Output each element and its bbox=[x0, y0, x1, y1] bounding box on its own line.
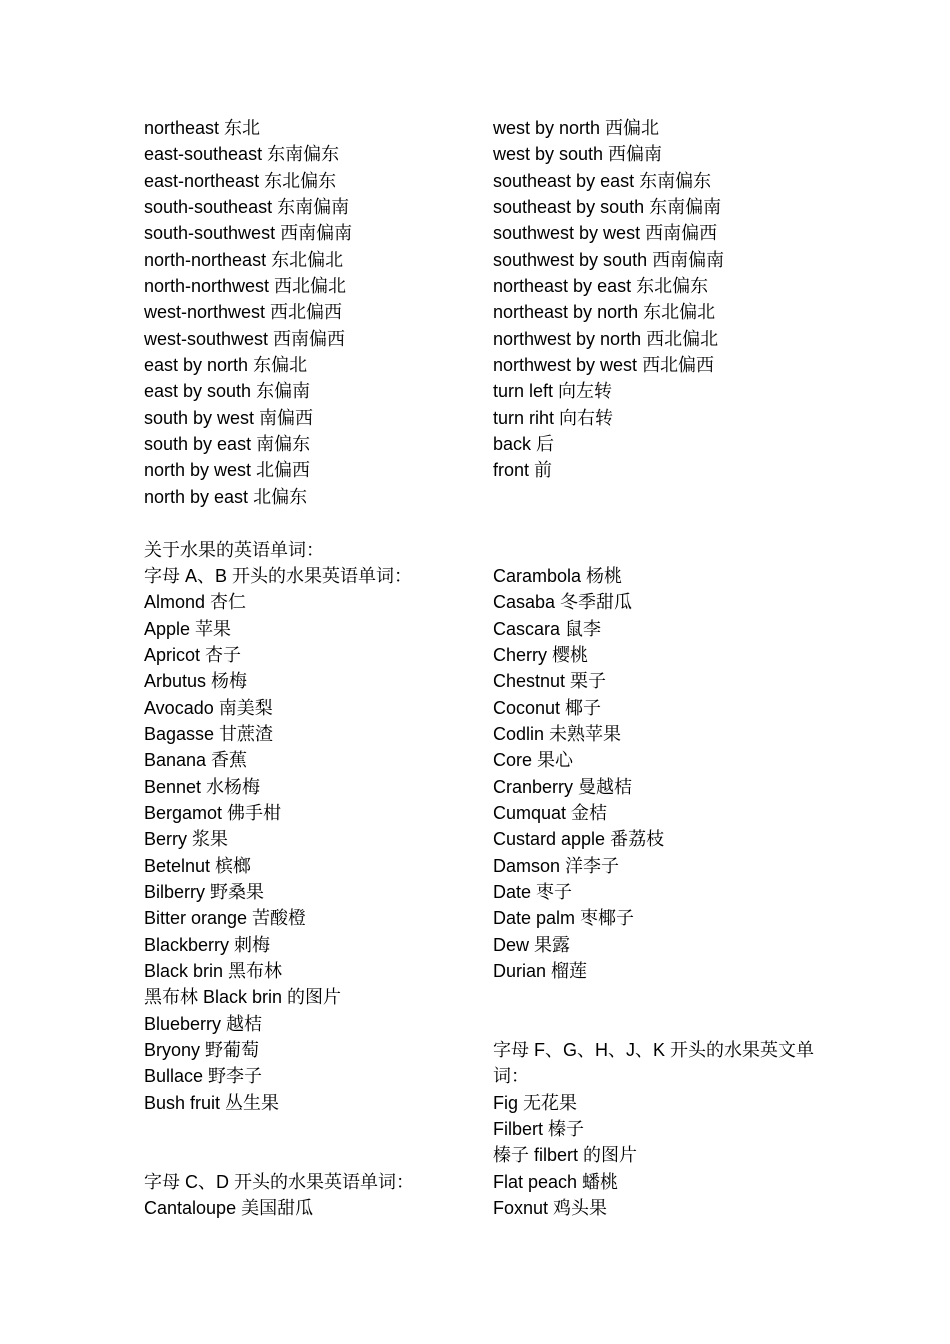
text-line: east-northeast 东北偏东 bbox=[144, 170, 337, 191]
text-line: Cumquat 金桔 bbox=[493, 802, 608, 823]
text-line: north-northeast 东北偏北 bbox=[144, 249, 344, 270]
text-line: west by north 西偏北 bbox=[493, 118, 660, 138]
text-line: 字母 C、D 开头的水果英语单词： bbox=[144, 1171, 414, 1192]
text-line: 黑布林 Black brin 的图片 bbox=[144, 987, 342, 1008]
text-line: Bitter orange 苦酸橙 bbox=[144, 908, 307, 929]
text-line: Coconut 椰子 bbox=[493, 697, 602, 718]
text-line: northeast by north 东北偏北 bbox=[493, 302, 716, 323]
text-line: southwest by south 西南偏南 bbox=[493, 249, 725, 270]
text-line: north-northwest 西北偏北 bbox=[144, 276, 347, 297]
text-line: north by east 北偏东 bbox=[144, 486, 308, 507]
text-line: Flat peach 蟠桃 bbox=[493, 1171, 619, 1192]
text-line: turn riht 向右转 bbox=[493, 407, 614, 428]
text-line: Date palm 枣椰子 bbox=[493, 908, 635, 929]
text-line: Dew 果露 bbox=[493, 934, 571, 955]
blank-line bbox=[144, 1116, 474, 1142]
text-line: Bullace 野李子 bbox=[144, 1066, 263, 1087]
text-line: south-southeast 东南偏南 bbox=[144, 197, 350, 218]
text-line: Durian 榴莲 bbox=[493, 961, 588, 981]
text-line: Foxnut 鸡头果 bbox=[493, 1198, 608, 1219]
text-line: Casaba 冬季甜瓜 bbox=[493, 592, 633, 613]
text-line: south by west 南偏西 bbox=[144, 407, 314, 428]
text-line: northwest by west 西北偏西 bbox=[493, 355, 715, 376]
text-line: Apple 苹果 bbox=[144, 618, 232, 639]
blank-line bbox=[493, 537, 833, 563]
text-line: Bush fruit 丛生果 bbox=[144, 1092, 280, 1113]
text-line: Chestnut 栗子 bbox=[493, 671, 607, 692]
text-line: 关于水果的英语单词： bbox=[144, 539, 324, 560]
blank-line bbox=[144, 1142, 474, 1168]
text-line: Fig 无花果 bbox=[493, 1092, 578, 1113]
blank-line bbox=[144, 510, 474, 536]
text-line: front 前 bbox=[493, 460, 553, 481]
text-line: Arbutus 杨梅 bbox=[144, 671, 248, 692]
text-line: east by north 东偏北 bbox=[144, 355, 308, 376]
blank-line bbox=[493, 1011, 833, 1037]
text-line: northeast 东北 bbox=[144, 118, 261, 138]
text-line: Banana 香蕉 bbox=[144, 750, 248, 771]
text-line: north by west 北偏西 bbox=[144, 460, 311, 481]
text-line: south by east 南偏东 bbox=[144, 434, 311, 455]
text-line: Date 枣子 bbox=[493, 881, 573, 902]
text-line: Damson 洋李子 bbox=[493, 855, 620, 876]
text-line: turn left 向左转 bbox=[493, 381, 613, 402]
text-line: southeast by east 东南偏东 bbox=[493, 170, 712, 191]
text-line: 榛子 filbert 的图片 bbox=[493, 1145, 638, 1166]
text-line: Bagasse 甘蔗渣 bbox=[144, 723, 274, 744]
text-line: Filbert 榛子 bbox=[493, 1119, 585, 1140]
text-line: 字母 A、B 开头的水果英语单词： bbox=[144, 565, 413, 586]
text-line: Almond 杏仁 bbox=[144, 592, 247, 613]
left-column bbox=[144, 115, 474, 1221]
text-line: Custard apple 番荔枝 bbox=[493, 829, 665, 850]
text-line: Core 果心 bbox=[493, 750, 574, 771]
text-line: Carambola 杨桃 bbox=[493, 565, 623, 586]
text-line: Bergamot 佛手柑 bbox=[144, 802, 282, 823]
blank-line bbox=[493, 984, 833, 1010]
text-line: west by south 西偏南 bbox=[493, 144, 663, 165]
text-line: northeast by east 东北偏东 bbox=[493, 276, 709, 297]
blank-line bbox=[493, 484, 833, 510]
text-line: east by south 东偏南 bbox=[144, 381, 311, 402]
text-line: Apricot 杏子 bbox=[144, 644, 242, 665]
text-line: Cranberry 曼越桔 bbox=[493, 776, 633, 797]
text-line: Bryony 野葡萄 bbox=[144, 1040, 260, 1061]
text-line: east-southeast 东南偏东 bbox=[144, 144, 340, 165]
text-line: Berry 浆果 bbox=[144, 829, 229, 850]
text-line: Cherry 樱桃 bbox=[493, 644, 589, 665]
text-line: west-southwest 西南偏西 bbox=[144, 328, 346, 349]
text-line: Blueberry 越桔 bbox=[144, 1013, 263, 1034]
text-line: Blackberry 刺梅 bbox=[144, 934, 271, 955]
right-column bbox=[493, 115, 833, 1221]
text-line: Codlin 未熟苹果 bbox=[493, 723, 622, 744]
text-line: west-northwest 西北偏西 bbox=[144, 302, 343, 323]
text-line: southeast by south 东南偏南 bbox=[493, 197, 722, 218]
text-line: Black brin 黑布林 bbox=[144, 961, 283, 981]
blank-line bbox=[493, 510, 833, 536]
text-line: 字母 F、G、H、J、K 开头的水果英文单词： bbox=[493, 1040, 815, 1087]
text-line: south-southwest 西南偏南 bbox=[144, 223, 353, 244]
text-line: Avocado 南美梨 bbox=[144, 697, 273, 718]
text-line: Cantaloupe 美国甜瓜 bbox=[144, 1198, 314, 1219]
text-line: Betelnut 槟榔 bbox=[144, 855, 252, 876]
text-line: back 后 bbox=[493, 434, 555, 455]
text-line: southwest by west 西南偏西 bbox=[493, 223, 718, 244]
text-line: Bennet 水杨梅 bbox=[144, 776, 261, 797]
text-line: Cascara 鼠李 bbox=[493, 618, 602, 639]
text-line: Bilberry 野桑果 bbox=[144, 881, 265, 902]
text-line: northwest by north 西北偏北 bbox=[493, 328, 719, 349]
